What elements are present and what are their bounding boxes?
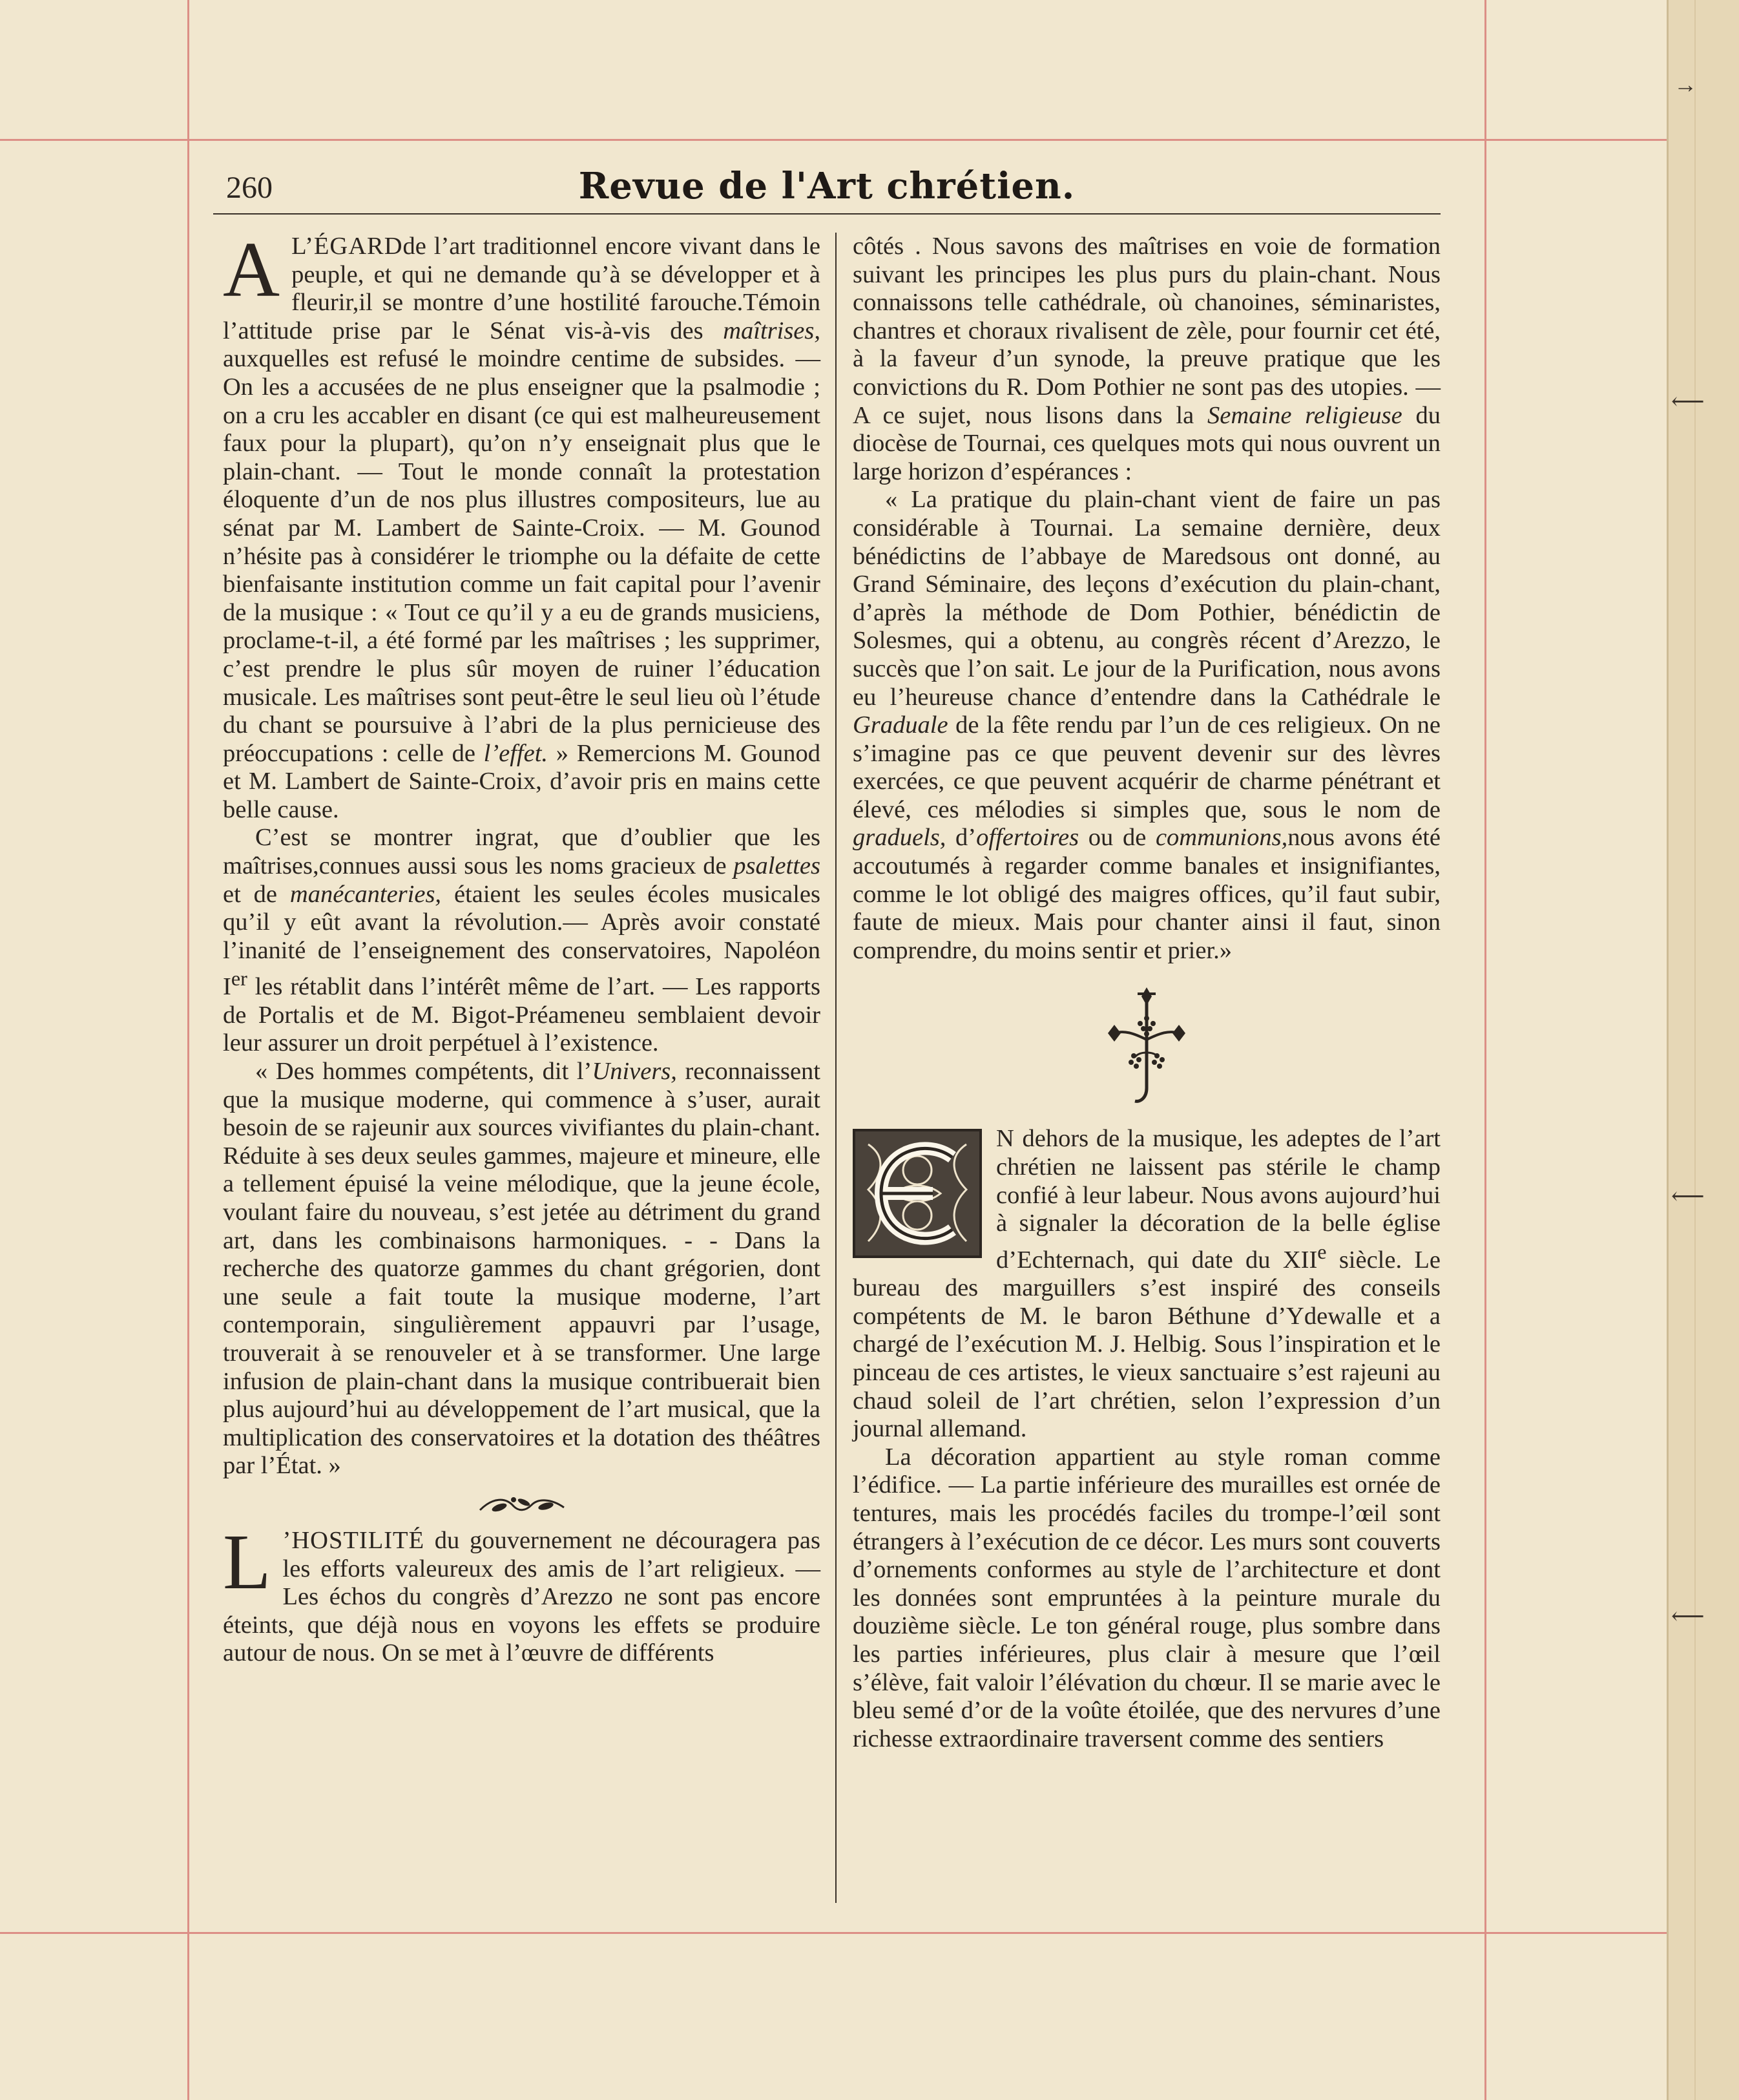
text-run: dehors de la musique, les adeptes de l’art chrétien ne laissent pas stérile le champ confié à leur labeur. Nous avons aujourd’hui à signaler la décoration de la belle église d’Echternach, qui date du XII (996, 1125, 1441, 1274)
arrow-mark-icon: ⟵ (1671, 1183, 1705, 1209)
column-divider (835, 233, 837, 1903)
paragraph-maitrises (223, 226, 820, 824)
paragraph-echternach (853, 1125, 1441, 1443)
italic-term: Semaine religieuse (1207, 401, 1402, 429)
superscript: e (1317, 1239, 1327, 1263)
arrow-mark-icon: ⟵ (1671, 388, 1705, 414)
page-header (213, 165, 1441, 216)
arrow-mark-icon: → (1674, 72, 1697, 98)
italic-term: l’effet. (483, 739, 548, 767)
drop-cap: L (223, 1518, 271, 1606)
paragraph-decoration (853, 1444, 1441, 1754)
text-run: reconnaissent que la musique moderne, qui commence à s’user, aurait besoin de se rajeunir aux sources vivifiantes du plain-chant. Réduite à ses deux seules gammes, majeure et mineure, elle a tellement épuisé la veine mélodique, que la jeune école, voulant faire du nouveau, s’est jetée au détriment du grand art, dans les combinaisons harmoniques. - - Dans la recherche des quatorze gammes du chant grégorien, dont une seule a fait toute la musique moderne, l’art contemporain, singulièrement appauvri par l’usage, trouverait à se renouveler et à se transformer. Une large infusion de plain-chant dans la musique contribuerait bien plus aujourd’hui au développement de l’art musical, que la multiplication des conservatoires et la dotation des théâtres par l’État. » (223, 1058, 820, 1480)
text-run: « La pratique du plain-chant vient de faire un pas considérable à Tournai. La semaine dernière, deux bénédictins de l’abbaye de Maredsous ont donné, au Grand Séminaire, des leçons d’exécution du plain-chant, d’après la méthode de Dom Pothier, bénédictin de Solesmes, qui a obtenu, au congrès récent d’Arezzo, le succès que l’on sait. Le jour de la Purification, nous avons eu l’heureuse chance d’entendre dans la Cathédrale le (853, 486, 1441, 711)
italic-term: graduels, (853, 824, 946, 852)
text-run: de l’art traditionnel encore vivant dans le peuple, et qui ne demande qu’à se développer et à fleurir,il se montre d’une hostilité farouche.Témoin l’attitude prise par le Sénat vis-à-vis des (223, 233, 820, 344)
left-border-rule (187, 0, 189, 2100)
text-run: de la fête rendu par l’un de ces religieux. On ne s’imagine pas ce que peuvent devenir sur des lèvres exercées, ce que peuvent acquérir de charme pénétrant et élevé, ces mélodies si simples que, sous le nom de (853, 711, 1441, 823)
illuminated-initial-icon (853, 1129, 982, 1258)
text-run: les rétablit dans l’intérêt même de l’art. — Les rapports de Portalis et de M. Bigot-Préameneu semblaient devoir leur assurer un droit perpétuel à l’existence. (223, 973, 820, 1057)
adjacent-page-edge (1667, 0, 1739, 2100)
superscript: er (231, 967, 247, 991)
running-title: Revue de l'Art chrétien. (578, 165, 1076, 207)
page-number: 260 (226, 171, 273, 205)
text-run: nous avons été accoutumés à regarder comme banales et insignifiantes, comme le lot obligé des maigres offices, qu’il faut subir, faute de mieux. Mais pour chanter ainsi il faut, sinon comprendre, du moins sentir et prier.» (853, 824, 1441, 964)
lead-in: L’ÉGARD (291, 233, 403, 260)
text-run: « Des hommes compétents, dit l’ (255, 1058, 592, 1086)
text-run: C’est se montrer ingrat, que d’oublier que les maîtrises,connues aussi sous les noms gracieux de (223, 824, 820, 880)
italic-term: maîtrises, (723, 317, 820, 344)
text-run: siècle. Le bureau des marguillers s’est inspiré des conseils compétents de M. le baron Béthune d’Ydewalle et a chargé de l’exécution M. J. Helbig. Sous l’inspiration et le pinceau de ces artistes, le vieux sanctuaire s’est rajeuni au chaud soleil de l’art chrétien, selon l’expression d’un journal allemand. (853, 1246, 1441, 1443)
text-run: côtés . Nous savons des maîtrises en voie de formation suivant les principes les plus purs du plain-chant. Nous connaissons telle cathédrale, où chanoines, séminaristes, chantres et choraux rivalisent de zèle, pour fournir cet été, à la faveur d’un synode, la preuve pratique que les convictions du R. Dom Pothier ne sont pas des utopies. — A ce sujet, nous lisons dans la (853, 233, 1441, 429)
italic-term: manécanteries, (289, 880, 442, 908)
right-column (853, 233, 1441, 1753)
bottom-border-rule (0, 1932, 1667, 1934)
text-run: » Remercions M. Gounod et M. Lambert de Sainte-Croix, d’avoir pris en mains cette belle cause. (223, 739, 820, 823)
left-column (223, 226, 820, 1668)
italic-term: Graduale (853, 711, 948, 739)
italic-term: psalettes (733, 852, 820, 880)
text-run: étaient les seules écoles musicales qu’il y eût avant la révolution.— Après avoir constaté l’inanité de l’enseignement des conservatoires, Napoléon I (223, 880, 820, 1001)
paragraph-hostilite (223, 1518, 820, 1668)
text-run: et de (223, 880, 290, 908)
vine-flourish-icon (223, 1486, 820, 1524)
paragraph-tournai-quote (853, 486, 1441, 965)
arrow-mark-icon: ⟵ (1671, 1603, 1705, 1629)
drop-cap: A (223, 226, 280, 313)
lead-in: ’HOSTILITÉ (282, 1526, 425, 1554)
paragraph-maitrises-formation (853, 233, 1441, 486)
text-run: du diocèse de Tournai, ces quelques mots qui nous ouvrent un large horizon d’espérances : (853, 401, 1441, 485)
top-border-rule (0, 139, 1667, 141)
right-border-rule (1484, 0, 1486, 2100)
text-run: ou de (1079, 824, 1156, 852)
page-gutter (1694, 0, 1696, 2100)
text-run: auxquelles est refusé le moindre centime de subsides. — On les a accusées de ne plus enseigner que la psalmodie ; on a cru les accabler en disant (ce qui est malheureusement faux pour la plupart), qu’on n’y enseignait plus que le plain-chant. — Tout le monde connaît la protestation éloquente d’un de nos plus illustres compositeurs, lue au sénat par M. Lambert de Sainte-Croix. — M. Gounod n’hésite pas à considérer le triomphe ou la défaite de cette bienfaisante institution comme un fait capital pour l’avenir de la musique : « Tout ce qu’il y a eu de grands musiciens, proclame-t-il, a été formé par les maîtrises ; les supprimer, c’est prendre le plus sûr moyen de ruiner l’éducation musicale. Les maîtrises sont peut-être le seul lieu où l’étude du chant se poursuive à l’abri de la plus pernicieuse des préoccupations : celle de (223, 345, 820, 767)
floral-fleuron-icon (853, 969, 1441, 1117)
paragraph-univers-quote (223, 1058, 820, 1480)
text-run: La décoration appartient au style roman comme l’édifice. — La partie inférieure des murailles est ornée de tentures, mais les procédés faciles du trompe-l’œil sont étrangers à l’exécution de ce décor. Les murs sont couverts d’ornements conformes au style de l’architecture et dont les données sont empruntées à la peinture murale du douzième siècle. Le ton général rouge, plus sombre dans les parties inférieures, plus clair à mesure que l’œil s’élève, fait valoir l’élévation du chœur. Il se marie avec le bleu semé d’or de la voûte étoilée, que des nervures d’une richesse extraordinaire traversent comme des sentiers (853, 1443, 1441, 1752)
text-run: du gouvernement ne découragera pas les efforts valeureux des amis de l’art religieux. — Les échos du congrès d’Arezzo ne sont pas encore éteints, que déjà nous en voyons les effets se produire autour de nous. On se met à l’œuvre de différents (223, 1526, 820, 1667)
text-run: d’ (946, 824, 977, 852)
italic-term: communions, (1155, 824, 1288, 852)
italic-term: Univers, (592, 1058, 677, 1086)
lead-in: N (996, 1125, 1015, 1153)
header-rule (213, 213, 1441, 215)
italic-term: offertoires (976, 824, 1079, 852)
paragraph-psalettes (223, 824, 820, 1058)
